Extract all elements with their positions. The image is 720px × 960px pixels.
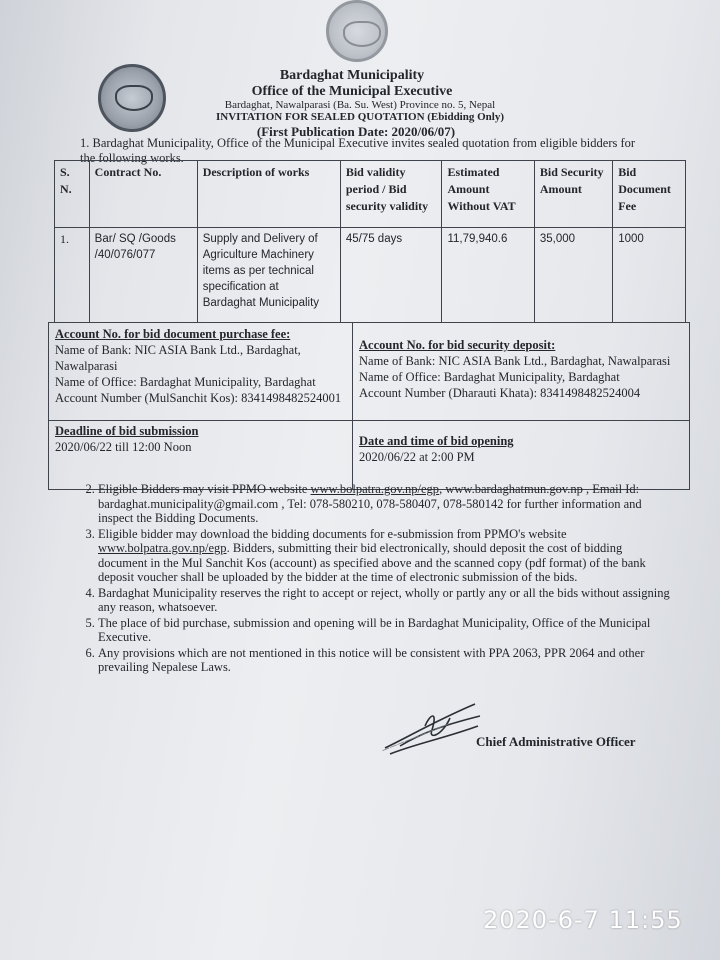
security-account-number: Account Number (Dharauti Khata): 8341498482524004 xyxy=(359,386,641,400)
bid-opening xyxy=(359,433,685,465)
point-text: Eligible Bidders may visit PPMO website xyxy=(98,482,311,496)
office-subtitle: Office of the Municipal Executive xyxy=(251,84,453,99)
municipality-seal-icon xyxy=(326,0,388,62)
purchase-account-number: Account Number (MulSanchit Kos): 8341498482524001 xyxy=(55,391,342,405)
security-deposit-account xyxy=(359,337,685,401)
intro-paragraph: 1. Bardaghat Municipality, Office of the Municipal Executive invites sealed quotation from eligible bidders for the following works. xyxy=(80,136,636,165)
works-table xyxy=(54,160,686,323)
office-name: Bardaghat Municipality xyxy=(279,68,425,83)
cell-security: 35,000 xyxy=(534,228,612,323)
table-row xyxy=(55,228,686,323)
header-amount: Estimated Amount Without VAT xyxy=(442,161,534,228)
list-item xyxy=(98,527,673,585)
divider xyxy=(352,323,353,489)
point-text: , www.bardaghatmun.gov.np , Email Id: bardaghat.municipality@gmail.com , Tel: 078-580210, 078-580407, 078-580142 for further information and inspect the Bidding Documents. xyxy=(98,482,642,525)
security-deposit-heading: Account No. for bid security deposit: xyxy=(359,338,556,352)
divider xyxy=(49,420,689,421)
header-validity: Bid validity period / Bid security validity xyxy=(340,161,442,228)
purchase-office-name: Name of Office: Bardaghat Municipality, Bardaghat xyxy=(55,375,316,389)
cell-amount: 11,79,940.6 xyxy=(442,228,534,323)
header-fee: Bid Document Fee xyxy=(613,161,686,228)
header-security: Bid Security Amount xyxy=(534,161,612,228)
point-text: Eligible bidder may download the bidding documents for e-submission from PPMO's website xyxy=(98,526,567,541)
deadline-value: 2020/06/22 till 12:00 Noon xyxy=(55,440,192,454)
list-item xyxy=(98,482,673,526)
photo-timestamp: 2020-6-7 11:55 xyxy=(483,906,683,934)
submission-deadline xyxy=(55,423,347,455)
cell-contract: Bar/ SQ /Goods /40/076/077 xyxy=(89,228,197,323)
header-description: Description of works xyxy=(197,161,340,228)
point-text: . Bidders, submitting their bid electronically, should deposit the cost of bidding document in the Mul Sanchit Kos (account) as specified above and the scanned copy (pdf format) of the bank deposit voucher shall be uploaded by the bidder at the time of electronic submission of the bids. xyxy=(98,541,646,584)
ppmo-link[interactable]: www.bolpatra.gov.np/egp xyxy=(310,482,440,496)
deadline-heading: Deadline of bid submission xyxy=(55,424,199,438)
notice-points xyxy=(72,482,673,676)
cell-description: Supply and Delivery of Agriculture Machinery items as per technical specification at Bardaghat Municipality xyxy=(197,228,340,323)
cell-validity: 45/75 days xyxy=(340,228,442,323)
purchase-fee-heading: Account No. for bid document purchase fee: xyxy=(55,327,291,341)
security-office-name: Name of Office: Bardaghat Municipality, Bardaghat xyxy=(359,370,620,384)
list-item: 5. The place of bid purchase, submission and opening will be in Bardaghat Municipality, Office of the Municipal Executive. xyxy=(98,616,673,645)
cell-fee: 1000 xyxy=(613,228,686,323)
opening-value: 2020/06/22 at 2:00 PM xyxy=(359,450,475,464)
accounts-box xyxy=(48,322,690,490)
ppmo-link[interactable]: www.bolpatra.gov.np/egp xyxy=(98,541,227,555)
purchase-bank-name: Name of Bank: NIC ASIA Bank Ltd., Bardaghat, Nawalparasi xyxy=(55,343,301,373)
cell-sn: 1. xyxy=(55,228,90,323)
office-stamp-icon: ───────── xyxy=(380,718,453,757)
list-item: 6. Any provisions which are not mentioned in this notice will be consistent with PPA 2063, PPR 2064 and other prevailing Nepalese Laws. xyxy=(98,646,673,675)
publication-date: (First Publication Date: 2020/06/07) xyxy=(256,124,456,139)
list-item: 4. Bardaghat Municipality reserves the right to accept or reject, wholly or partly any or all the bids without assigning any reason, whatsoever. xyxy=(98,586,673,615)
opening-heading: Date and time of bid opening xyxy=(359,434,514,448)
security-bank-name: Name of Bank: NIC ASIA Bank Ltd., Bardaghat, Nawalparasi xyxy=(359,354,671,368)
signatory-title: Chief Administrative Officer xyxy=(476,734,636,749)
header-contract: Contract No. xyxy=(89,161,197,228)
table-header-row xyxy=(55,161,686,228)
office-address: Bardaghat, Nawalparasi (Ba. Su. West) Province no. 5, Nepal xyxy=(224,99,496,111)
header-sn: S. N. xyxy=(55,161,90,228)
purchase-fee-account xyxy=(55,326,347,406)
notice-title: INVITATION FOR SEALED QUOTATION (Ebidding Only) xyxy=(216,111,504,123)
